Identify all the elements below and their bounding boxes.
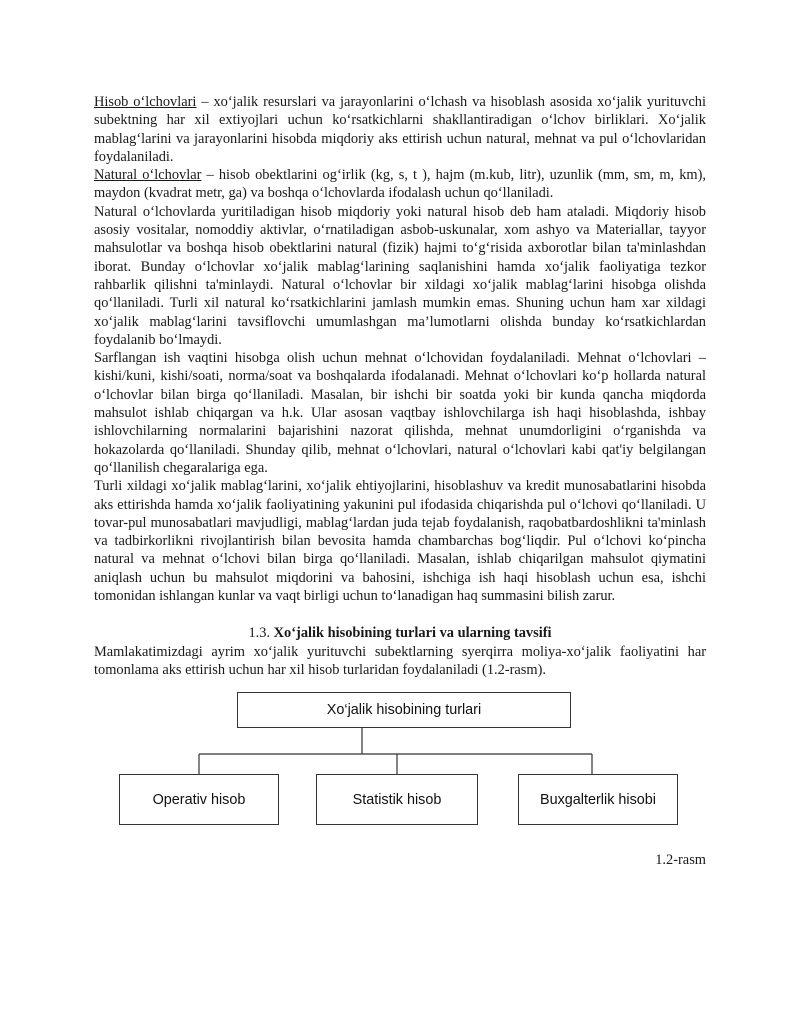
section-intro: Mamlakatimizdagi ayrim xo‘jalik yurituvchi subektlarning syerqirra moliya-xo‘jalik faoliyatini har tomonlama aks ettirish uchun har xil hisob turlaridan foydalaniladi (1.2-rasm). — [94, 643, 706, 678]
term-hisob-olchovlari: Hisob o‘lchovlari — [94, 94, 197, 110]
section-title: Xo‘jalik hisobining turlari va ularning tavsifi — [273, 625, 552, 642]
section-heading — [94, 624, 706, 642]
paragraph-natural-olchovlar — [94, 166, 706, 203]
section-number: 1.3. — [248, 625, 271, 642]
figure-caption: 1.2-rasm — [655, 852, 706, 868]
diagram-box-buxgalterlik: Buxgalterlik hisobi — [518, 774, 678, 825]
term-natural-olchovlar: Natural o‘lchovlar — [94, 167, 202, 184]
document-body — [94, 93, 706, 679]
paragraph-pul-olchovi: Turli xildagi xo‘jalik mablag‘larini, xo‘jalik ehtiyojlarini, hisoblashuv va kredit munosabatlarini hisobda aks ettirishda hamda xo‘jalik faoliyatining yakunini pul ifodasida chiqarishda pul o‘lchovi qo‘llaniladi. U tovar-pul munosabatlari mavjudligi, mablag‘lardan juda tejab foydalanish, raqobatbardoshlikni ta'minlash va tadbirkorlikni rivojlantirish bilan bevosita hamda chambarchas bog‘liqdir. Pul o‘lchovi ko‘pincha natural va mehnat o‘lchovi bilan birga qo‘llaniladi. Masalan, ishlab chiqarilgan mahsulot qiymatini aniqlash uchun bu mahsulot miqdorini va bahosini, ishchiga ish haqi hisoblash uchun esa, ishchi tomonidan ishlangan kunlar va vaqt birligi uchun to‘lanadigan haq summasini bilish zarur. — [94, 478, 706, 605]
hisob-turlari-diagram — [94, 688, 706, 838]
paragraph-natural-hisob: Natural o‘lchovlarda yuritiladigan hisob miqdoriy yoki natural hisob deb ham ataladi. Miqdoriy hisob asosiy vositalar, nomoddiy aktivlar, o‘rnatiladigan asbob-uskunalar, xom ashyo va Materiallar, tayyor mahsulotlar va boshqa hisob obektlarini natural (fizik) hajmi to‘g‘risida axborotlar bilan ta'minlashdan iborat. Bunday o‘lchovlar xo‘jalik mablag‘larining saqlanishini hamda xo‘jalik faoliyatiga tezkor rahbarlik qilishni ta'minlaydi. Natural o‘lchovlar bir xildagi xo‘jalik mablag‘larini hisobga olishda qo‘llaniladi. Turli xil natural ko‘rsatkichlarini jamlash mumkin emas. Shuning uchun ham xar xildagi xo‘jalik mablag‘larini tavsiflovchi umumlashgan ma’lumotlarni olishda bunday ko‘rsatkichlardan foydalanib bo‘lmaydi. — [94, 203, 706, 348]
paragraph-text: – hisob obektlarini og‘irlik (kg, s, t ), hajm (m.kub, litr), uzunlik (mm, sm, m, km), maydon (kvadrat metr, ga) va boshqa o‘lchovlarda ifodalash uchun qo‘llaniladi. — [94, 167, 707, 202]
paragraph-mehnat-olchovi: Sarflangan ish vaqtini hisobga olish uchun mehnat o‘lchovidan foydalaniladi. Mehnat o‘lchovlari – kishi/kuni, kishi/soati, norma/soat va boshqalarda ifodalanadi. Mehnat o‘lchovlari ko‘p hollarda natural o‘lchovlar bilan birga qo‘llaniladi. Masalan, bir ishchi bir soatda yoki bir kunda qancha miqdorda mahsulot ishlab chiqargan va h.k. Ular asosan vaqtbay ishlovchilarga ish haqi hisoblashda, ishbay ishlovchilarning normalarini bajarishini nazorat qilishda, mehnat unumdorligini o‘rganishda va hokazolarda qo‘llaniladi. Shunday qilib, mehnat o‘lchovlari, natural o‘lchovlari kabi qat'iy belgilangan qo‘llanilish chegaralariga ega. — [94, 350, 706, 476]
paragraph-hisob-olchovlari — [94, 93, 706, 166]
paragraph-text: – xo‘jalik resurslari va jarayonlarini o‘lchash va hisoblash asosida xo‘jalik yurituvchi subektning har xil extiyojlari uchun ko‘rsatkichlarni shakllantiradigan o‘lchov birliklari. Xo‘jalik mablag‘larini va jarayonlarini hisobda miqdoriy aks ettirish uchun natural, mehnat va pul o‘lchovlaridan foydalaniladi. — [94, 94, 706, 165]
diagram-box-statistik: Statistik hisob — [316, 774, 478, 825]
diagram-box-operativ: Operativ hisob — [119, 774, 279, 825]
diagram-root-box: Xo‘jalik hisobining turlari — [237, 692, 571, 728]
